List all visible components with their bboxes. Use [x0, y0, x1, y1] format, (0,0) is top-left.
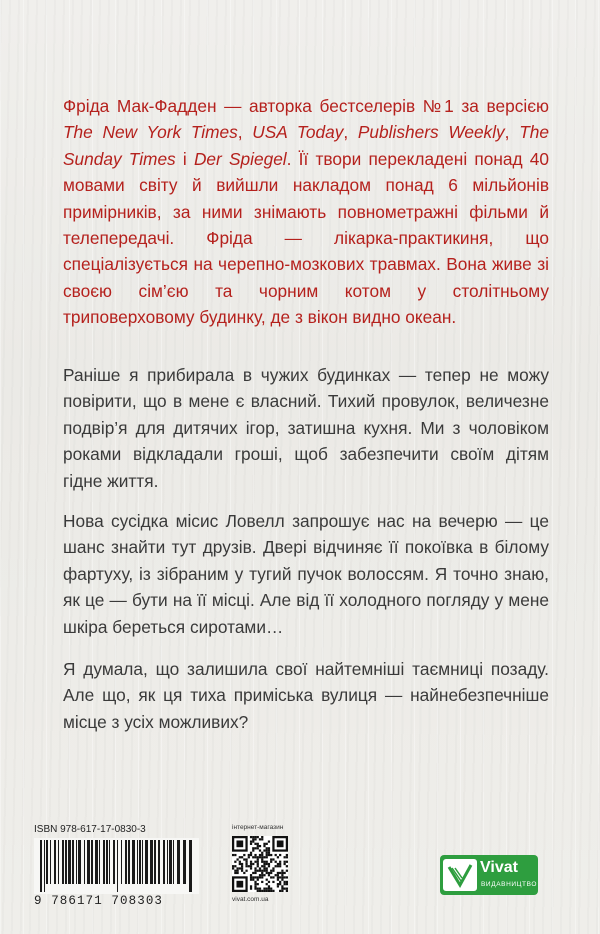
shop-url[interactable]: vivat.com.ua [232, 896, 269, 903]
online-shop-block [232, 824, 312, 904]
barcode-digits: 9 786171 708303 [34, 894, 164, 908]
author-name: Фріда Мак-Фадден [63, 96, 217, 116]
publisher-subtitle: ВИДАВНИЦТВО [481, 881, 538, 888]
blurb-paragraph-3: Я думала, що залишила свої найтемніші таємниці позаду. Але що, як ця тиха приміська вулиця — найнебезпечніше місце з усіх можливих? [63, 659, 549, 732]
author-bio: Фріда Мак-Фадден — авторка бестселерів №1 за версією The New York Times, USA Today, Publishers Weekly, The Sunday Times і Der Spiegel. Її твори перекладені понад 40 мовами світу й вийшли накладом понад 6 мільйонів примірників, за ними знімають повнометражні фільми й телепередачі. Фріда — лікарка-практикиня, що спеціалізується на черепно-мозкових травмах. Вона живе зі своєю сім’єю та чорним котом у столітньому триповерховому будинку, де з вікон видно океан. [63, 96, 549, 328]
isbn-block [34, 824, 199, 908]
publication-nyt: The New York Times [63, 122, 238, 143]
barcode [34, 838, 199, 908]
publication-sunday-times: The Sunday Times [63, 122, 549, 169]
publication-publishers-weekly: Publishers Weekly [357, 122, 505, 143]
publication-usa-today: USA Today [252, 122, 344, 143]
publication-der-spiegel: Der Spiegel [193, 148, 287, 169]
vivat-bird-icon [443, 859, 477, 891]
publisher-logo [440, 855, 538, 895]
isbn-label: ISBN 978-617-17-0830-3 [34, 824, 146, 835]
online-shop-label: інтернет-магазин [232, 824, 284, 831]
barcode-bars [40, 840, 193, 892]
blurb-paragraph-2: Нова сусідка місис Ловелл запрошує нас на вечерю — це шанс знайти тут друзів. Двері відчиняє її покоївка в білому фартуху, із зібраним у тугий пучок волоссям. Я точно знаю, як це — бути на її місці. Але від її холодного погляду у мене шкіра береться сиротами… [63, 511, 549, 637]
qr-code[interactable] [232, 836, 288, 892]
blurb-paragraph-1: Раніше я прибирала в чужих будинках — тепер не можу повірити, що в мене є власний. Тихий провулок, величезне подвір’я для дитячих ігор, затишна кухня. Ми з чоловіком роками відкладали гроші, щоб забезпечити своїм дітям гідне життя. [63, 365, 549, 491]
publisher-name: Vivat [480, 859, 518, 876]
